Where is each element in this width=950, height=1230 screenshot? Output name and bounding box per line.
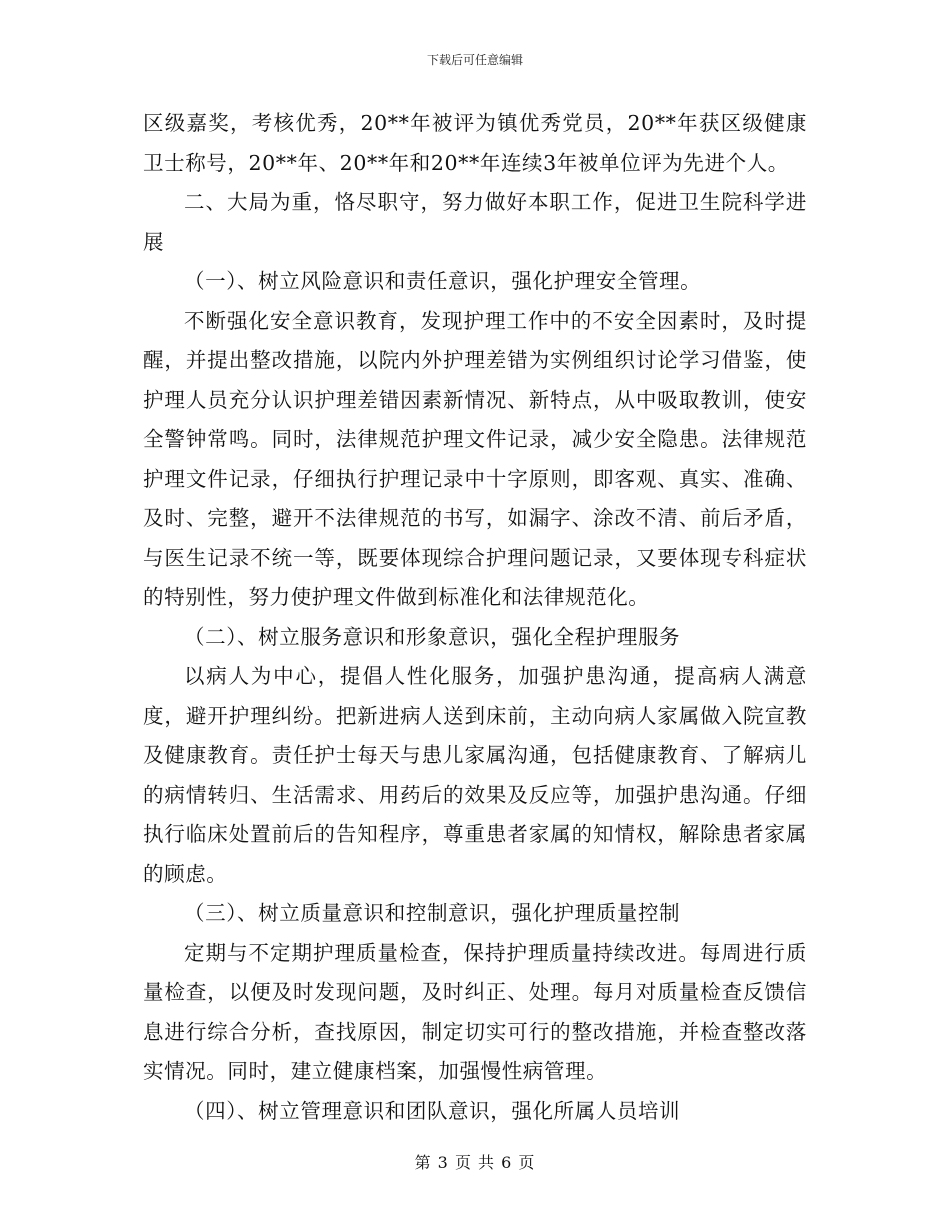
- document-body: [143, 104, 807, 1131]
- subsection-heading: （一）、树立风险意识和责任意识，强化护理安全管理。: [184, 269, 702, 293]
- paragraph: 定期与不定期护理质量检查，保持护理质量持续改进。每周进行质量检查，以便及时发现问题，及时纠正、处理。每月对质量检查反馈信息进行综合分析，查找原因，制定切实可行的整改措施，并检查整改落实情况。同时，建立健康档案，加强慢性病管理。: [143, 940, 807, 1083]
- page-footer: 第 3 页 共 6 页: [414, 1153, 536, 1172]
- paragraph: 不断强化安全意识教育，发现护理工作中的不安全因素时，及时提醒，并提出整改措施，以院内外护理差错为实例组织讨论学习借鉴，使护理人员充分认识护理差错因素新情况、新特点，从中吸取教训，使安全警钟常鸣。同时，法律规范护理文件记录，减少安全隐患。法律规范护理文件记录，仔细执行护理记录中十字原则，即客观、真实、准确、及时、完整，避开不法律规范的书写，如漏字、涂改不清、前后矛盾，与医生记录不统一等，既要体现综合护理问题记录，又要体现专科症状的特别性，努力使护理文件做到标准化和法律规范化。: [143, 308, 807, 609]
- paragraph: 以病人为中心，提倡人性化服务，加强护患沟通，提高病人满意度，避开护理纠纷。把新进病人送到床前，主动向病人家属做入院宣教及健康教育。责任护士每天与患儿家属沟通，包括健康教育、了解病儿的病情转归、生活需求、用药后的效果及反应等，加强护患沟通。仔细执行临床处置前后的告知程序，尊重患者家属的知情权，解除患者家属的顾虑。: [143, 664, 807, 886]
- section-heading: 二、大局为重，恪尽职守，努力做好本职工作，促进卫生院科学进展: [143, 190, 807, 254]
- subsection-heading: （三）、树立质量意识和控制意识，强化护理质量控制: [184, 901, 681, 925]
- page-header: 下载后可任意编辑: [426, 53, 523, 67]
- subsection-heading: （四）、树立管理意识和团队意识，强化所属人员培训: [184, 1098, 681, 1123]
- subsection-heading: （二）、树立服务意识和形象意识，强化全程护理服务: [184, 624, 681, 649]
- paragraph: 区级嘉奖，考核优秀，20**年被评为镇优秀党员，20**年获区级健康卫士称号，20**年、20**年和20**年连续3年被单位评为先进个人。: [143, 111, 807, 175]
